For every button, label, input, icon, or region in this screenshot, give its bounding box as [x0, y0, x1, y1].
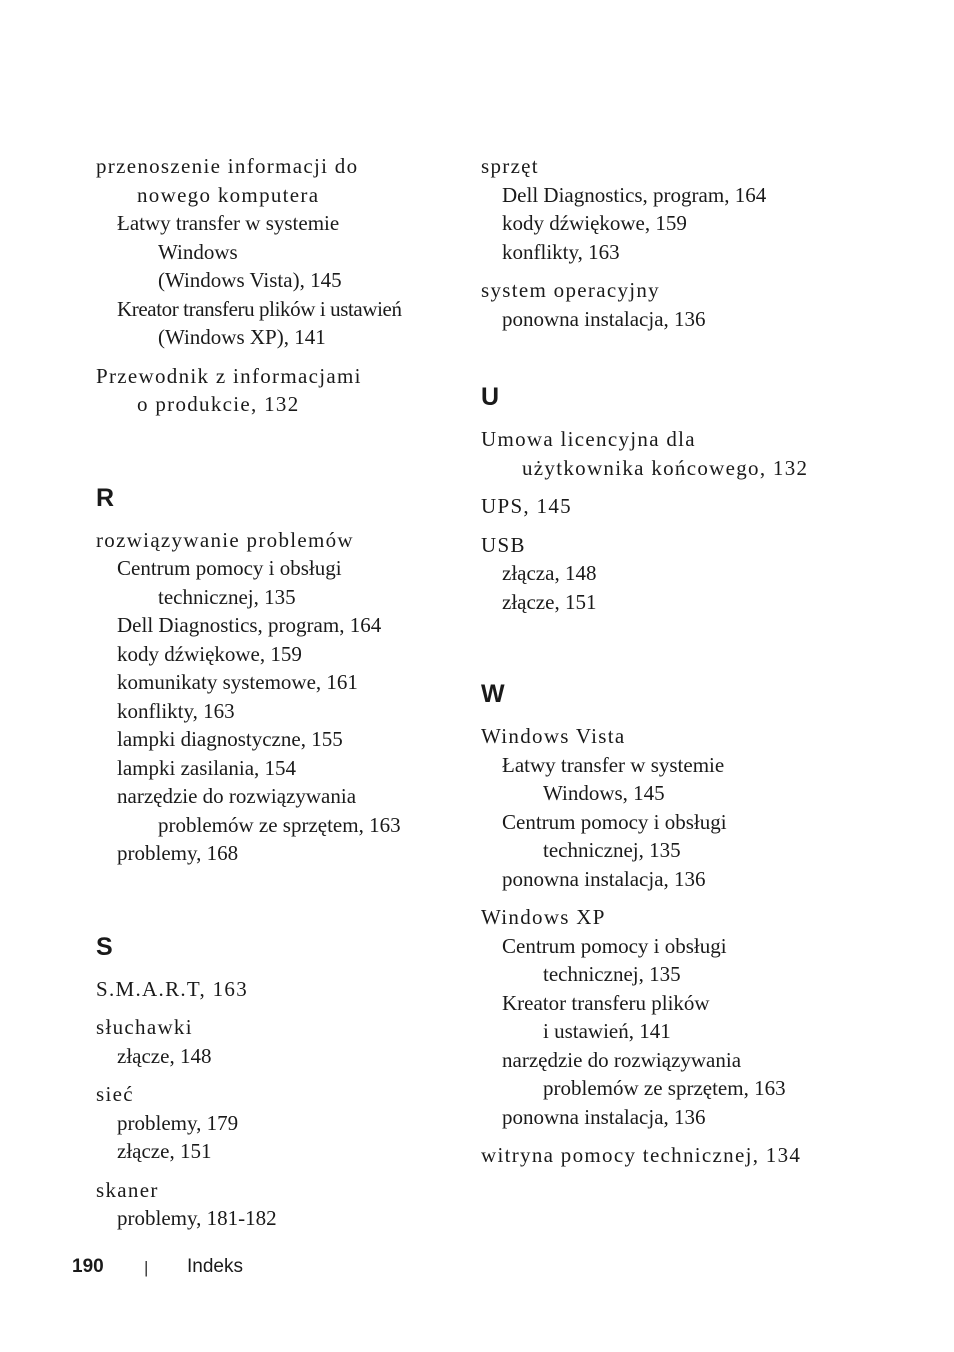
subentry: Dell Diagnostics, program, 164 [117, 613, 382, 637]
subentry: złącze, 151 [117, 1139, 212, 1163]
index-entry [481, 722, 861, 893]
index-entry [481, 531, 861, 617]
entry-term: rozwiązywanie problemów [96, 527, 354, 552]
subentry: konflikty, 163 [502, 239, 620, 264]
section-letter-u: U [481, 383, 500, 411]
subentry: Centrum pomocy i obsługi [502, 809, 727, 834]
index-entry [481, 1141, 861, 1170]
section-letter-s: S [96, 932, 113, 961]
footer-section-title: Indeks [187, 1256, 243, 1277]
subentry: kody dźwiękowe, 159 [502, 211, 687, 235]
subentry-continued: (Windows XP), 141 [158, 325, 326, 349]
entry-term-continued: użytkownika końcowego, 132 [522, 455, 809, 480]
entry-term: słuchawki [96, 1015, 193, 1039]
entry-term: skaner [96, 1177, 159, 1202]
index-entry [96, 526, 476, 868]
section-letter-w: W [481, 680, 505, 708]
entry-term: przenoszenie informacji do [96, 154, 359, 178]
index-entry [481, 425, 861, 482]
subentry: narzędzie do rozwiązywania [117, 784, 357, 808]
index-entry [96, 975, 476, 1004]
entry-term: Przewodnik z informacjami [96, 363, 362, 388]
index-entry [96, 362, 476, 419]
subentry: problemy, 179 [117, 1110, 239, 1135]
section-letter-r: R [96, 483, 115, 512]
index-entry [96, 1013, 476, 1070]
subentry: konflikty, 163 [117, 698, 235, 723]
entry-term: S.M.A.R.T, 163 [96, 976, 248, 1001]
entry-term: witryna pomocy technicznej, 134 [481, 1143, 802, 1167]
subentry: złącze, 148 [117, 1043, 212, 1068]
entry-term: Windows XP [481, 905, 606, 929]
subentry: Kreator transferu plików i ustawień [117, 296, 402, 321]
entry-term: UPS, 145 [481, 494, 572, 518]
subentry: ponowna instalacja, 136 [502, 1104, 706, 1129]
subentry-continued: technicznej, 135 [543, 962, 681, 986]
subentry: złącze, 151 [502, 589, 597, 614]
entry-term-continued: o produkcie, 132 [137, 392, 300, 416]
subentry-continued: technicznej, 135 [543, 838, 681, 862]
index-entry [481, 152, 861, 266]
entry-term: system operacyjny [481, 278, 660, 302]
index-column-left [96, 152, 476, 1233]
entry-term: Umowa licencyjna dla [481, 427, 696, 451]
subentry: Centrum pomocy i obsługi [502, 933, 727, 958]
subentry: lampki diagnostyczne, 155 [117, 727, 343, 751]
footer-separator: | [144, 1258, 149, 1277]
subentry: Łatwy transfer w systemie [502, 752, 725, 777]
subentry-continued: problemów ze sprzętem, 163 [158, 812, 401, 837]
entry-term: USB [481, 532, 526, 557]
subentry: Kreator transferu plików [502, 990, 710, 1015]
entry-term: sieć [96, 1082, 134, 1106]
subentry-continued: Windows, 145 [543, 781, 665, 805]
subentry-continued: (Windows Vista), 145 [158, 268, 342, 292]
index-entry [96, 152, 476, 352]
subentry: ponowna instalacja, 136 [502, 866, 706, 891]
index-column-right [481, 152, 861, 1170]
entry-term: sprzęt [481, 154, 539, 178]
subentry: problemy, 168 [117, 841, 239, 865]
index-entry [96, 1080, 476, 1166]
subentry: komunikaty systemowe, 161 [117, 670, 358, 694]
subentry: ponowna instalacja, 136 [502, 306, 706, 331]
subentry-continued: i ustawień, 141 [543, 1019, 671, 1043]
subentry-continued: Windows [158, 239, 238, 264]
subentry: narzędzie do rozwiązywania [502, 1047, 742, 1072]
subentry: lampki zasilania, 154 [117, 755, 297, 780]
subentry: kody dźwiękowe, 159 [117, 641, 302, 666]
subentry-continued: problemów ze sprzętem, 163 [543, 1076, 786, 1100]
subentry-continued: technicznej, 135 [158, 584, 296, 609]
entry-term-continued: nowego komputera [137, 182, 320, 207]
page-number: 190 [72, 1256, 104, 1277]
subentry: Dell Diagnostics, program, 164 [502, 182, 767, 207]
index-entry [481, 492, 861, 521]
subentry: problemy, 181-182 [117, 1206, 277, 1230]
subentry: złącza, 148 [502, 561, 597, 585]
index-entry [96, 1176, 476, 1233]
index-entry [481, 903, 861, 1131]
index-entry [481, 276, 861, 333]
entry-term: Windows Vista [481, 724, 626, 748]
subentry: Łatwy transfer w systemie [117, 211, 340, 235]
subentry: Centrum pomocy i obsługi [117, 556, 342, 580]
